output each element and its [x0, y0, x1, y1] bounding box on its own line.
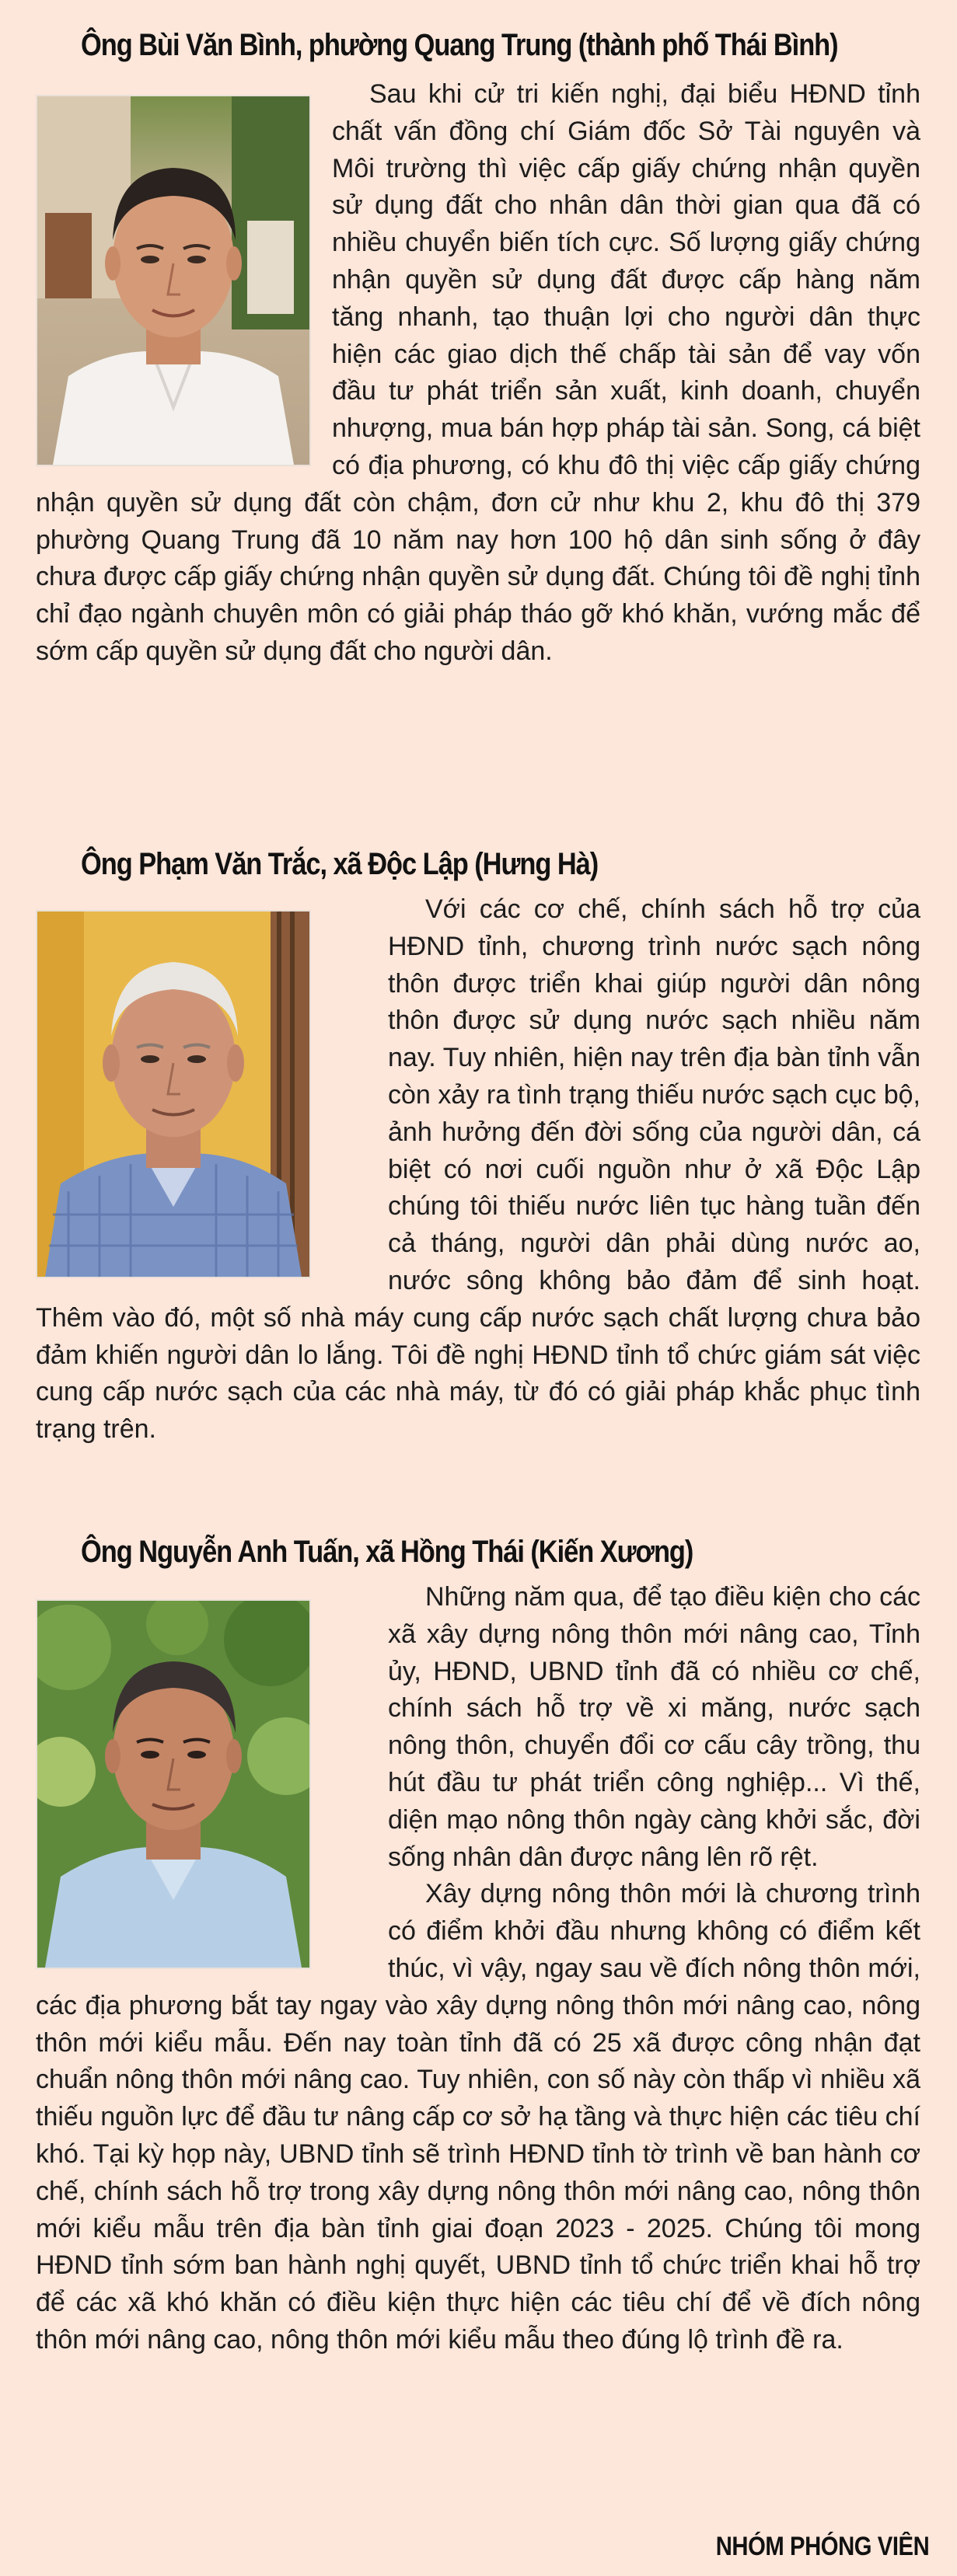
photo-2-spacer — [36, 891, 388, 1280]
section-3-paragraph-1: Những năm qua, để tạo điều kiện cho các xã xây dựng nông thôn mới nâng cao, Tỉnh ủy, HĐND, UBND tỉnh đã có nhiều cơ chế, chính sách hỗ trợ về xi măng, nước sạch nông thôn, chuyển đổi cơ cấu cây trồng, thu hút đầu tư phát triển công nghiệp... Vì thế, diện mạo nông thôn ngày càng khởi sắc, đời sống nhân dân được nâng lên rõ rệt. — [388, 1582, 920, 1872]
photo-3-spacer — [36, 1579, 388, 1974]
section-2-heading: Ông Phạm Văn Trắc, xã Độc Lập (Hưng Hà) — [81, 847, 599, 881]
section-1-heading: Ông Bùi Văn Bình, phường Quang Trung (thành phố Thái Bình) — [81, 28, 838, 62]
byline-credit: NHÓM PHÓNG VIÊN — [715, 2532, 929, 2561]
section-1-body — [36, 76, 920, 671]
section-3-paragraph-2: Xây dựng nông thôn mới là chương trình có điểm khởi đầu nhưng không có điểm kết thúc, vì vậy, ngay sau về đích nông thôn mới, các địa phương bắt tay ngay vào xây dựng nông thôn mới nâng cao, nông thôn mới kiểu mẫu. Đến nay toàn tỉnh đã có 25 xã được công nhận đạt chuẩn nông thôn mới nâng cao. Tuy nhiên, con số này còn thấp vì nhiều xã thiếu nguồn lực để đầu tư nâng cấp cơ sở hạ tầng và thực hiện các tiêu chí khó. Tại kỳ họp này, UBND tỉnh sẽ trình HĐND tỉnh tờ trình về ban hành cơ chế, chính sách hỗ trợ trong xây dựng nông thôn mới nâng cao, nông thôn mới kiểu mẫu trên địa bàn tỉnh giai đoạn 2023 - 2025. Chúng tôi mong HĐND tỉnh sớm ban hành nghị quyết, UBND tỉnh tổ chức triển khai hỗ trợ để các xã khó khăn có điều kiện thực hiện các tiêu chí để về đích nông thôn mới nâng cao, nông thôn mới kiểu mẫu theo đúng lộ trình đề ra. — [36, 1879, 920, 2355]
section-2-paragraph: Với các cơ chế, chính sách hỗ trợ của HĐND tỉnh, chương trình nước sạch nông thôn được triển khai giúp người dân nông thôn được sử dụng nước sạch nhiều năm nay. Tuy nhiên, hiện nay trên địa bàn tỉnh vẫn còn xảy ra tình trạng thiếu nước sạch cục bộ, ảnh hưởng đến đời sống của người dân, cá biệt có nơi cuối nguồn như ở xã Độc Lập chúng tôi thiếu nước liên tục hàng tuần đến cả tháng, người dân phải dùng nước ao, nước sông không bảo đảm để sinh hoạt. Thêm vào đó, một số nhà máy cung cấp nước sạch chất lượng chưa bảo đảm khiến người dân lo lắng. Tôi đề nghị HĐND tỉnh tổ chức giám sát việc cung cấp nước sạch của các nhà máy, từ đó có giải pháp khắc phục tình trạng trên. — [36, 894, 920, 1445]
section-1-paragraph: Sau khi cử tri kiến nghị, đại biểu HĐND tỉnh chất vấn đồng chí Giám đốc Sở Tài nguyên và Môi trường thì việc cấp giấy chứng nhận quyền sử dụng đất cho nhân dân thời gian qua đã có nhiều chuyển biến tích cực. Số lượng giấy chứng nhận quyền sử dụng đất được cấp hàng năm tăng nhanh, tạo thuận lợi cho người dân thực hiện các giao dịch thế chấp tài sản để vay vốn đầu tư phát triển sản xuất, kinh doanh, chuyển nhượng, mua bán hợp pháp tài sản. Song, cá biệt có địa phương, có khu đô thị việc cấp giấy chứng nhận quyền sử dụng đất còn chậm, đơn cử như khu 2, khu đô thị 379 phường Quang Trung đã 10 năm nay hơn 100 hộ dân sinh sống ở đây chưa được cấp giấy chứng nhận quyền sử dụng đất. Chúng tôi đề nghị tỉnh chỉ đạo ngành chuyên môn có giải pháp tháo gỡ khó khăn, vướng mắc để sớm cấp quyền sử dụng đất cho người dân. — [36, 79, 920, 666]
section-3-body — [36, 1579, 920, 2359]
section-3-heading: Ông Nguyễn Anh Tuấn, xã Hồng Thái (Kiến Xương) — [81, 1535, 693, 1569]
section-2-body — [36, 891, 920, 1448]
photo-1-spacer — [36, 76, 332, 472]
